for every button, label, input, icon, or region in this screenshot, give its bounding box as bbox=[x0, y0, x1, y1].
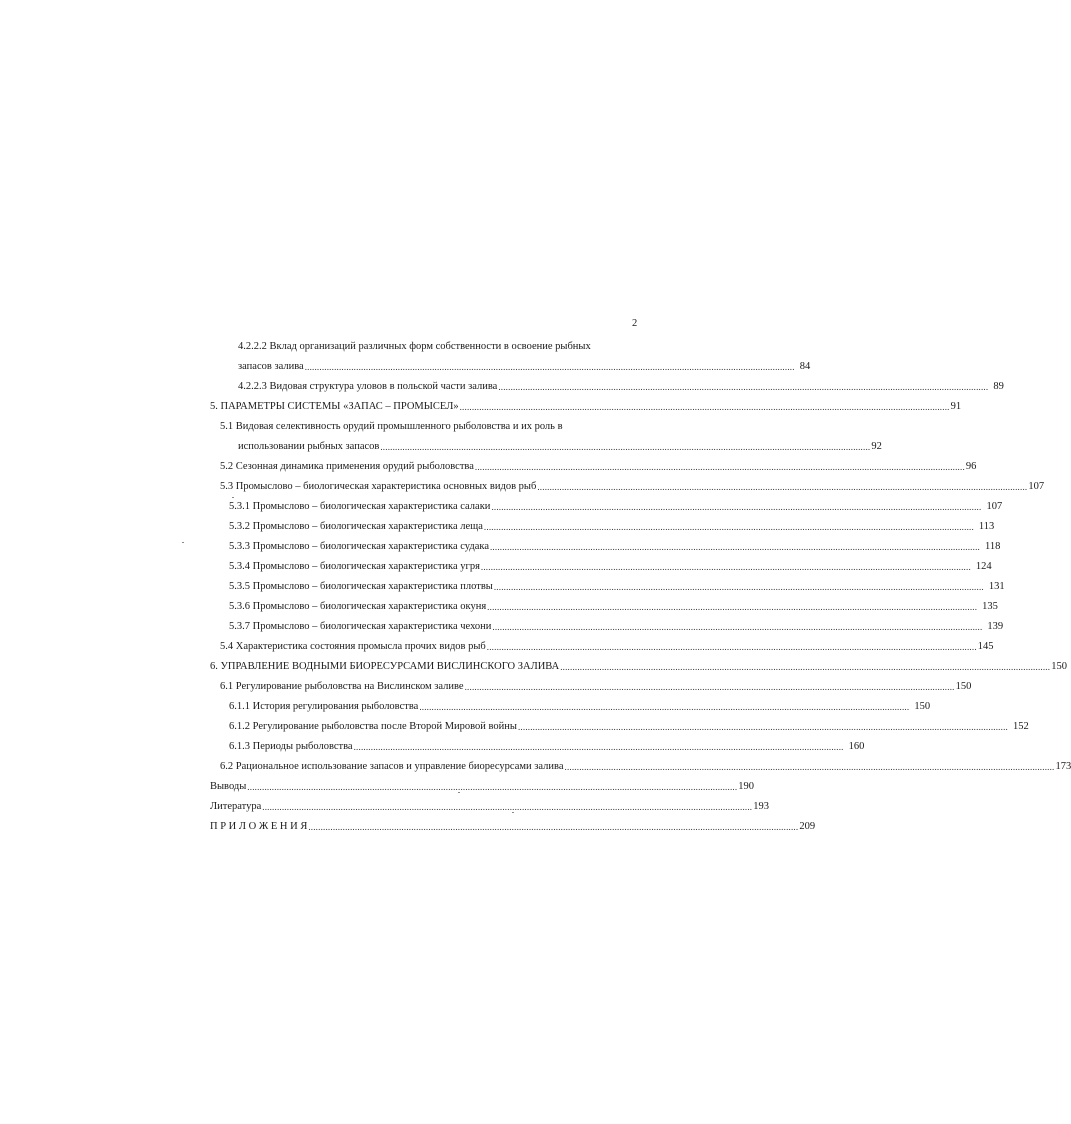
toc-entry-page: 152 bbox=[1012, 721, 1029, 732]
toc-leader-dots: ........................................................................................................................................................................................................ bbox=[308, 822, 799, 832]
toc-entry-title: 5.4 Характеристика состояния промысла прочих видов рыб bbox=[220, 641, 486, 652]
toc-leader-dots: ........................................................................................................................................................................................................ bbox=[517, 722, 1008, 732]
toc-entry-title: 6.1.3 Периоды рыболовства bbox=[229, 741, 353, 752]
toc-entry-page: 209 bbox=[799, 821, 816, 832]
toc-entry-6-1-1[interactable] bbox=[229, 699, 931, 715]
toc-entry-5-3-5[interactable] bbox=[229, 579, 1005, 595]
toc-entry-title: 6. УПРАВЛЕНИЕ ВОДНЫМИ БИОРЕСУРСАМИ ВИСЛИНСКОГО ЗАЛИВА bbox=[210, 661, 560, 672]
toc-entry-title: 5.3.1 Промыслово – биологическая характеристика салаки bbox=[229, 501, 491, 512]
toc-leader-dots: ........................................................................................................................................................................................................ bbox=[419, 702, 910, 712]
toc-entry-6[interactable] bbox=[210, 659, 1067, 675]
toc-entry-title: 5.3.5 Промыслово – биологическая характеристика плотвы bbox=[229, 581, 493, 592]
toc-entry-page: 150 bbox=[1051, 661, 1067, 672]
toc-entry-title: 4.2.2.3 Видовая структура уловов в польской части залива bbox=[238, 381, 498, 392]
toc-entry-appendices[interactable] bbox=[210, 819, 816, 835]
scan-speck bbox=[232, 497, 234, 498]
toc-entry-5-3-7[interactable] bbox=[229, 619, 1004, 635]
toc-leader-dots: ........................................................................................................................................................................................................ bbox=[492, 622, 983, 632]
toc-entry-page: 131 bbox=[988, 581, 1005, 592]
toc-entry-title: 5.3.6 Промыслово – биологическая характеристика окуня bbox=[229, 601, 487, 612]
toc-entry-title: 5.3.7 Промыслово – биологическая характеристика чехони bbox=[229, 621, 492, 632]
toc-leader-dots: ........................................................................................................................................................................................................ bbox=[304, 362, 795, 372]
toc-entry-page: 118 bbox=[984, 541, 1001, 552]
toc-entry-page: 84 bbox=[799, 361, 811, 372]
toc-entry-literature[interactable] bbox=[210, 799, 769, 815]
scan-speck bbox=[512, 812, 514, 813]
toc-leader-dots: ........................................................................................................................................................................................................ bbox=[380, 442, 871, 452]
toc-leader-dots: ........................................................................................................................................................................................................ bbox=[480, 562, 971, 572]
toc-entry-title: 6.2 Рациональное использование запасов и управление биоресурсами залива bbox=[220, 761, 564, 772]
toc-entry-6-1-3[interactable] bbox=[229, 739, 865, 755]
toc-leader-dots: ........................................................................................................................................................................................................ bbox=[247, 782, 738, 792]
toc-entry-5-2[interactable] bbox=[220, 459, 977, 475]
toc-entry-title: использовании рыбных запасов bbox=[238, 441, 380, 452]
toc-leader-dots: ........................................................................................................................................................................................................ bbox=[474, 462, 965, 472]
page-number: 2 bbox=[632, 318, 638, 329]
toc-leader-dots: ........................................................................................................................................................................................................ bbox=[564, 762, 1055, 772]
toc-entry-4-2-2-2-line1: 4.2.2.2 Вклад организаций различных форм собственности в освоение рыбных bbox=[238, 341, 591, 352]
toc-entry-page: 92 bbox=[871, 441, 882, 452]
toc-entry-title: 5.3.3 Промыслово – биологическая характеристика судака bbox=[229, 541, 489, 552]
toc-leader-dots: ........................................................................................................................................................................................................ bbox=[489, 542, 980, 552]
toc-entry-title: 5.3.4 Промыслово – биологическая характеристика угря bbox=[229, 561, 480, 572]
toc-entry-title: 5.2 Сезонная динамика применения орудий рыболовства bbox=[220, 461, 474, 472]
toc-entry-page: 173 bbox=[1055, 761, 1071, 772]
toc-entry-page: 91 bbox=[950, 401, 962, 412]
toc-leader-dots: ........................................................................................................................................................................................................ bbox=[498, 382, 989, 392]
scan-speck bbox=[182, 542, 184, 543]
toc-leader-dots: ........................................................................................................................................................................................................ bbox=[459, 402, 950, 412]
toc-leader-dots: ........................................................................................................................................................................................................ bbox=[491, 502, 982, 512]
toc-entry-6-2[interactable] bbox=[220, 759, 1071, 775]
toc-entry-title: 5. ПАРАМЕТРЫ СИСТЕМЫ «ЗАПАС – ПРОМЫСЕЛ» bbox=[210, 401, 459, 412]
toc-entry-title: 6.1.2 Регулирование рыболовства после Второй Мировой войны bbox=[229, 721, 517, 732]
toc-entry-title: П Р И Л О Ж Е Н И Я bbox=[210, 821, 308, 832]
toc-entry-4-2-2-2[interactable] bbox=[238, 359, 811, 375]
toc-leader-dots: ........................................................................................................................................................................................................ bbox=[486, 642, 977, 652]
toc-entry-title: 5.3.2 Промыслово – биологическая характеристика леща bbox=[229, 521, 483, 532]
toc-entry-title: запасов залива bbox=[238, 361, 304, 372]
toc-entry-page: 107 bbox=[1028, 481, 1045, 492]
toc-entry-5-1[interactable] bbox=[238, 439, 882, 455]
toc-entry-page: 145 bbox=[977, 641, 994, 652]
toc-entry-title: 6.1.1 История регулирования рыболовства bbox=[229, 701, 419, 712]
toc-leader-dots: ........................................................................................................................................................................................................ bbox=[483, 522, 974, 532]
toc-entry-6-1[interactable] bbox=[220, 679, 972, 695]
toc-entry-6-1-2[interactable] bbox=[229, 719, 1029, 735]
toc-entry-page: 89 bbox=[993, 381, 1004, 392]
toc-entry-page: 193 bbox=[753, 801, 769, 812]
toc-entry-5-3-4[interactable] bbox=[229, 559, 992, 575]
toc-entry-5-3-6[interactable] bbox=[229, 599, 998, 615]
scan-speck bbox=[458, 792, 460, 793]
toc-entry-page: 150 bbox=[914, 701, 931, 712]
toc-entry-page: 124 bbox=[975, 561, 992, 572]
toc-entry-conclusions[interactable] bbox=[210, 779, 755, 795]
toc-entry-page: 150 bbox=[955, 681, 972, 692]
toc-entry-page: 160 bbox=[848, 741, 865, 752]
toc-entry-5-3-3[interactable] bbox=[229, 539, 1001, 555]
toc-leader-dots: ........................................................................................................................................................................................................ bbox=[353, 742, 844, 752]
toc-entry-page: 139 bbox=[987, 621, 1004, 632]
toc-leader-dots: ........................................................................................................................................................................................................ bbox=[487, 602, 978, 612]
toc-entry-title: Выводы bbox=[210, 781, 247, 792]
toc-entry-title: 6.1 Регулирование рыболовства на Вислинском заливе bbox=[220, 681, 464, 692]
toc-leader-dots: ........................................................................................................................................................................................................ bbox=[262, 802, 753, 812]
toc-entry-title: Литература bbox=[210, 801, 262, 812]
toc-entry-5-3[interactable] bbox=[220, 479, 1045, 495]
toc-leader-dots: ........................................................................................................................................................................................................ bbox=[560, 662, 1051, 672]
toc-leader-dots: ........................................................................................................................................................................................................ bbox=[464, 682, 955, 692]
toc-leader-dots: ........................................................................................................................................................................................................ bbox=[493, 582, 984, 592]
toc-entry-title: 5.3 Промыслово – биологическая характеристика основных видов рыб bbox=[220, 481, 537, 492]
toc-entry-4-2-2-3[interactable] bbox=[238, 379, 1004, 395]
toc-entry-5[interactable] bbox=[210, 399, 962, 415]
toc-entry-page: 135 bbox=[982, 601, 998, 612]
toc-entry-5-1-line1: 5.1 Видовая селективность орудий промышленного рыболовства и их роль в bbox=[220, 421, 563, 432]
toc-entry-page: 107 bbox=[986, 501, 1003, 512]
toc-entry-5-3-2[interactable] bbox=[229, 519, 995, 535]
toc-entry-page: 96 bbox=[965, 461, 977, 472]
toc-entry-page: 113 bbox=[978, 521, 995, 532]
toc-entry-page: 190 bbox=[738, 781, 755, 792]
toc-leader-dots: ........................................................................................................................................................................................................ bbox=[537, 482, 1028, 492]
toc-entry-5-4[interactable] bbox=[220, 639, 994, 655]
toc-entry-5-3-1[interactable] bbox=[229, 499, 1003, 515]
